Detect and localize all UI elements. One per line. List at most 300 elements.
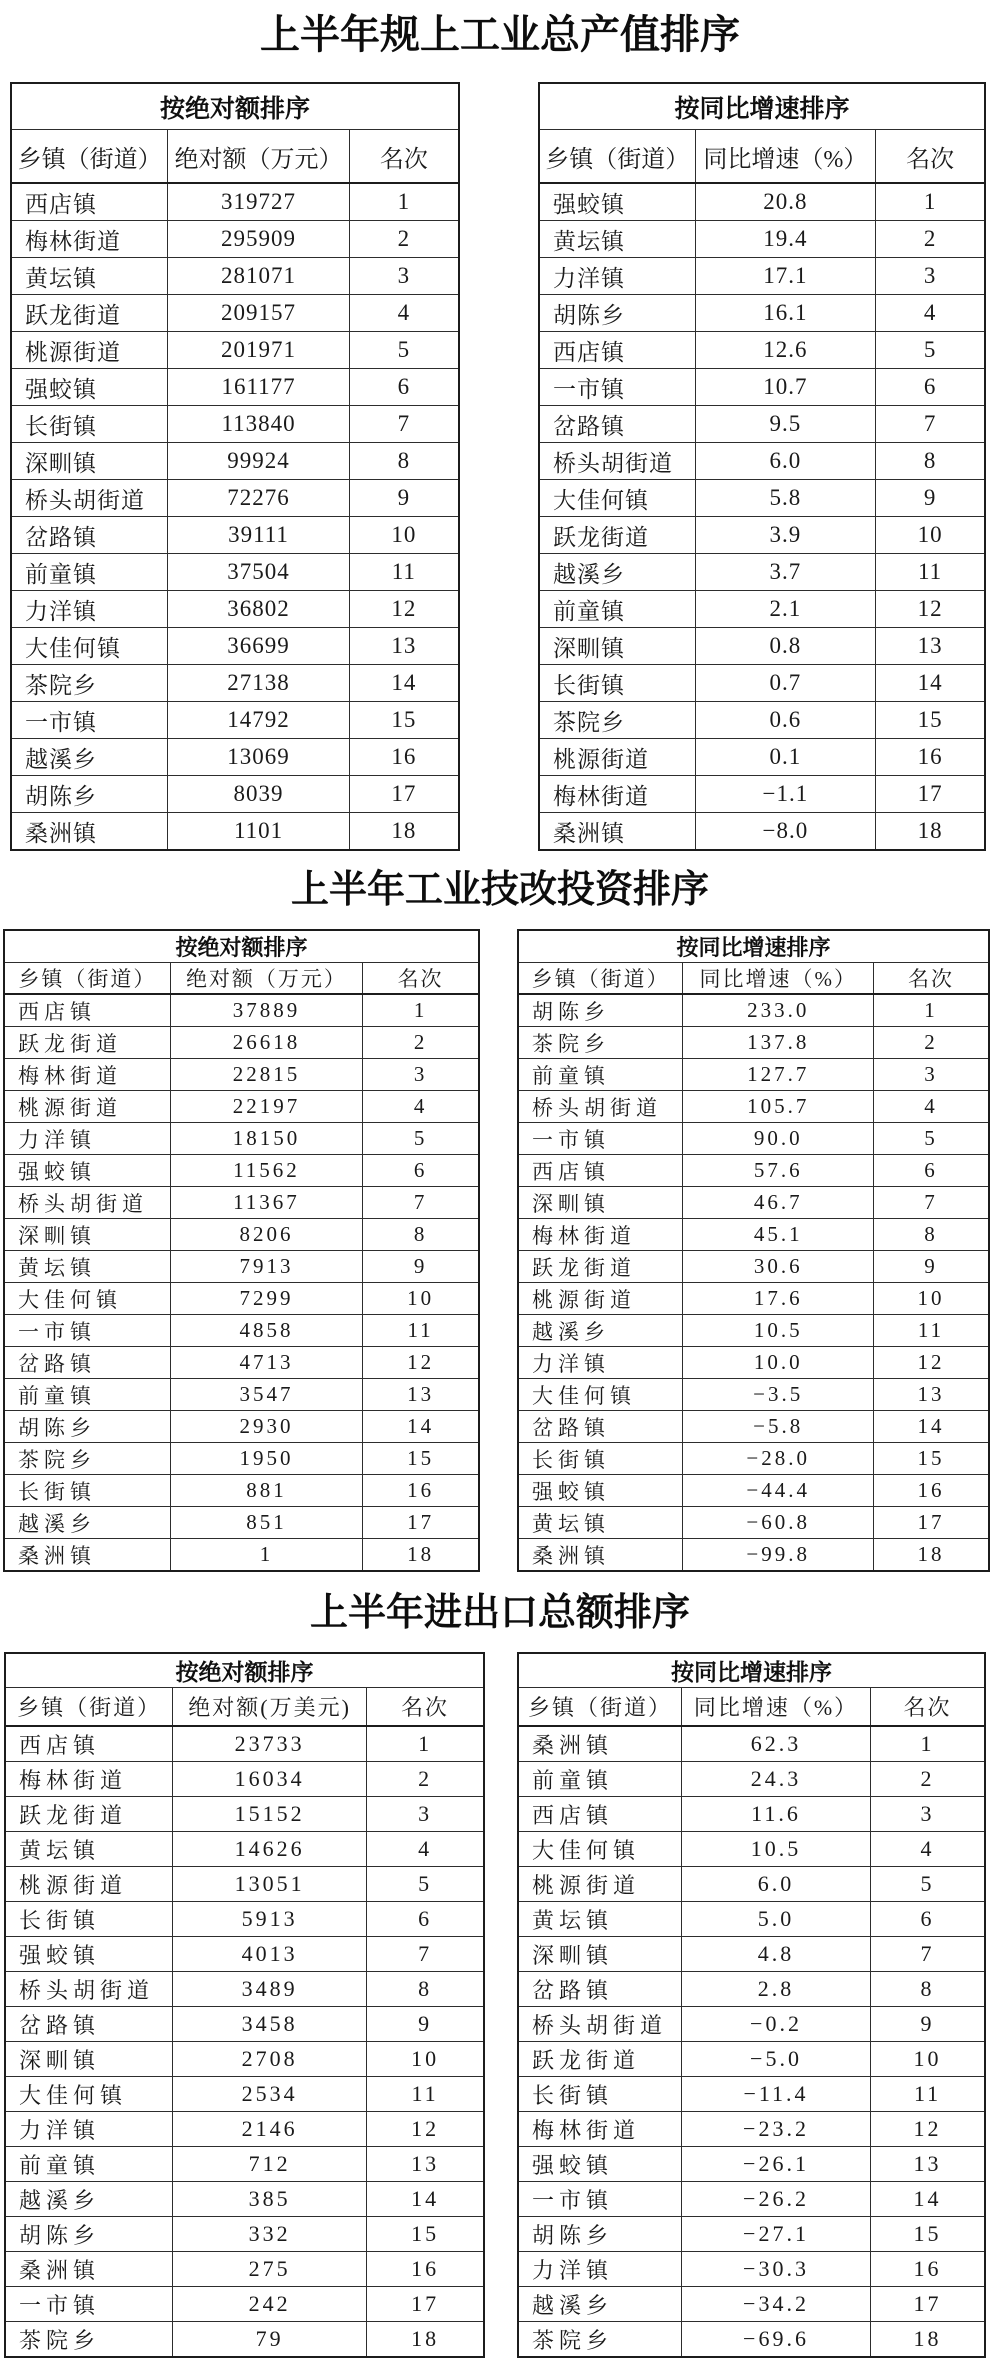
table-row xyxy=(518,2287,985,2322)
value-cell: 16.1 xyxy=(695,295,876,332)
group-header: 按绝对额排序 xyxy=(5,1653,484,1688)
town-cell: 桃源街道 xyxy=(539,739,695,776)
town-cell: 深甽镇 xyxy=(11,443,168,480)
rank-cell: 3 xyxy=(367,1797,484,1832)
rank-cell: 9 xyxy=(874,1251,989,1283)
value-cell: 275 xyxy=(173,2252,367,2287)
town-cell: 强蛟镇 xyxy=(11,369,168,406)
rank-cell: 17 xyxy=(349,776,459,813)
value-cell: 161177 xyxy=(168,369,349,406)
value-cell: 19.4 xyxy=(695,221,876,258)
town-cell: 一市镇 xyxy=(11,702,168,739)
value-cell: 18150 xyxy=(170,1123,362,1155)
town-cell: 跃龙街道 xyxy=(518,1251,683,1283)
value-cell: 14626 xyxy=(173,1832,367,1867)
group-header: 按绝对额排序 xyxy=(11,83,459,130)
town-cell: 岔路镇 xyxy=(5,2007,173,2042)
table-body xyxy=(11,183,459,850)
table-row xyxy=(539,258,985,295)
rank-cell: 10 xyxy=(363,1283,479,1315)
table-row xyxy=(11,739,459,776)
town-cell: 桑洲镇 xyxy=(539,813,695,851)
value-cell: 10.0 xyxy=(683,1347,874,1379)
table-row xyxy=(4,994,479,1027)
value-cell: 79 xyxy=(173,2322,367,2358)
table-row xyxy=(4,1283,479,1315)
town-cell: 越溪乡 xyxy=(5,2182,173,2217)
rank-cell: 4 xyxy=(367,1832,484,1867)
value-cell: 5913 xyxy=(173,1902,367,1937)
value-cell: 22197 xyxy=(170,1091,362,1123)
rank-cell: 3 xyxy=(349,258,459,295)
table-row xyxy=(11,813,459,851)
table-row xyxy=(539,739,985,776)
rank-cell: 7 xyxy=(871,1937,985,1972)
rank-table-import-export-right xyxy=(517,1652,986,2358)
rank-cell: 9 xyxy=(367,2007,484,2042)
table-row xyxy=(518,1251,989,1283)
town-cell: 一市镇 xyxy=(5,2287,173,2322)
table-row xyxy=(5,2042,484,2077)
rank-cell: 11 xyxy=(874,1315,989,1347)
table-row xyxy=(518,2252,985,2287)
table-row xyxy=(11,406,459,443)
rank-cell: 6 xyxy=(876,369,985,406)
rank-cell: 7 xyxy=(874,1187,989,1219)
rank-cell: 13 xyxy=(871,2147,985,2182)
town-cell: 深甽镇 xyxy=(518,1937,681,1972)
town-cell: 前童镇 xyxy=(539,591,695,628)
table-row xyxy=(539,776,985,813)
rank-cell: 16 xyxy=(874,1475,989,1507)
town-cell: 胡陈乡 xyxy=(4,1411,170,1443)
town-cell: 桑洲镇 xyxy=(5,2252,173,2287)
rank-cell: 5 xyxy=(367,1867,484,1902)
value-cell: 113840 xyxy=(168,406,349,443)
rank-cell: 2 xyxy=(349,221,459,258)
table-row xyxy=(539,480,985,517)
town-cell: 黄坛镇 xyxy=(539,221,695,258)
table-row xyxy=(518,1762,985,1797)
value-cell: 851 xyxy=(170,1507,362,1539)
value-cell: −69.6 xyxy=(681,2322,870,2358)
value-cell: 712 xyxy=(173,2147,367,2182)
table-row xyxy=(4,1219,479,1251)
rank-cell: 16 xyxy=(871,2252,985,2287)
value-cell: −3.5 xyxy=(683,1379,874,1411)
column-header-row xyxy=(5,1688,484,1727)
value-cell: 11367 xyxy=(170,1187,362,1219)
town-cell: 西店镇 xyxy=(539,332,695,369)
value-cell: −60.8 xyxy=(683,1507,874,1539)
town-cell: 梅林街道 xyxy=(518,2112,681,2147)
rank-cell: 2 xyxy=(874,1027,989,1059)
value-cell: 8206 xyxy=(170,1219,362,1251)
value-cell: 57.6 xyxy=(683,1155,874,1187)
rank-cell: 16 xyxy=(367,2252,484,2287)
table-row xyxy=(5,1972,484,2007)
value-cell: 5.0 xyxy=(681,1902,870,1937)
value-cell: 13069 xyxy=(168,739,349,776)
table-row xyxy=(518,2112,985,2147)
rank-cell: 9 xyxy=(349,480,459,517)
rank-cell: 7 xyxy=(367,1937,484,1972)
rank-cell: 12 xyxy=(876,591,985,628)
section-title: 上半年进出口总额排序 xyxy=(309,1592,690,1634)
town-cell: 长街镇 xyxy=(539,665,695,702)
rank-cell: 13 xyxy=(349,628,459,665)
table-row xyxy=(4,1347,479,1379)
rank-cell: 1 xyxy=(876,183,985,221)
rank-cell: 4 xyxy=(363,1091,479,1123)
table-row xyxy=(539,369,985,406)
rank-cell: 15 xyxy=(871,2217,985,2252)
table-row xyxy=(11,221,459,258)
rank-cell: 3 xyxy=(876,258,985,295)
value-cell: 209157 xyxy=(168,295,349,332)
town-cell: 跃龙街道 xyxy=(5,1797,173,1832)
table-row xyxy=(11,480,459,517)
town-cell: 强蛟镇 xyxy=(518,2147,681,2182)
table-row xyxy=(5,2322,484,2358)
town-cell: 深甽镇 xyxy=(5,2042,173,2077)
table-row xyxy=(11,295,459,332)
column-header-rank: 名次 xyxy=(349,130,459,184)
town-cell: 桃源街道 xyxy=(4,1091,170,1123)
value-cell: 6.0 xyxy=(695,443,876,480)
table-row xyxy=(4,1091,479,1123)
rank-cell: 10 xyxy=(876,517,985,554)
value-cell: 1101 xyxy=(168,813,349,851)
table-row xyxy=(4,1027,479,1059)
table-row xyxy=(5,1832,484,1867)
rank-cell: 12 xyxy=(367,2112,484,2147)
column-header-value: 绝对额（万元） xyxy=(168,130,349,184)
table-row xyxy=(518,1315,989,1347)
value-cell: 26618 xyxy=(170,1027,362,1059)
rank-cell: 5 xyxy=(874,1123,989,1155)
value-cell: 137.8 xyxy=(683,1027,874,1059)
group-header: 按同比增速排序 xyxy=(539,83,985,130)
rank-cell: 14 xyxy=(874,1411,989,1443)
report-section-tech-upgrade-investment xyxy=(0,867,1000,1572)
value-cell: −34.2 xyxy=(681,2287,870,2322)
value-cell: 9.5 xyxy=(695,406,876,443)
value-cell: 2708 xyxy=(173,2042,367,2077)
table-row xyxy=(11,258,459,295)
table-row xyxy=(4,1379,479,1411)
value-cell: 72276 xyxy=(168,480,349,517)
town-cell: 胡陈乡 xyxy=(518,994,683,1027)
town-cell: 桑洲镇 xyxy=(4,1539,170,1572)
rank-cell: 3 xyxy=(874,1059,989,1091)
rank-cell: 8 xyxy=(349,443,459,480)
table-row xyxy=(5,1797,484,1832)
table-row xyxy=(5,1762,484,1797)
town-cell: 梅林街道 xyxy=(518,1219,683,1251)
town-cell: 强蛟镇 xyxy=(4,1155,170,1187)
value-cell: −23.2 xyxy=(681,2112,870,2147)
column-header-town: 乡镇（街道） xyxy=(518,963,683,995)
column-header-rank: 名次 xyxy=(363,963,479,995)
table-row xyxy=(11,702,459,739)
table-row xyxy=(11,369,459,406)
rank-cell: 5 xyxy=(349,332,459,369)
town-cell: 桥头胡街道 xyxy=(11,480,168,517)
value-cell: 2.8 xyxy=(681,1972,870,2007)
table-row xyxy=(539,406,985,443)
table-row xyxy=(4,1251,479,1283)
value-cell: −30.3 xyxy=(681,2252,870,2287)
town-cell: 前童镇 xyxy=(518,1059,683,1091)
rank-cell: 1 xyxy=(363,994,479,1027)
table-row xyxy=(518,1902,985,1937)
table-row xyxy=(518,1443,989,1475)
town-cell: 长街镇 xyxy=(11,406,168,443)
town-cell: 黄坛镇 xyxy=(4,1251,170,1283)
value-cell: 3458 xyxy=(173,2007,367,2042)
table-row xyxy=(518,1726,985,1762)
rank-table-import-export-left xyxy=(4,1652,485,2358)
value-cell: −44.4 xyxy=(683,1475,874,1507)
value-cell: 295909 xyxy=(168,221,349,258)
value-cell: 0.7 xyxy=(695,665,876,702)
table-row xyxy=(4,1123,479,1155)
rank-cell: 9 xyxy=(363,1251,479,1283)
town-cell: 深甽镇 xyxy=(4,1219,170,1251)
rank-cell: 15 xyxy=(349,702,459,739)
value-cell: 1 xyxy=(170,1539,362,1572)
town-cell: 跃龙街道 xyxy=(518,2042,681,2077)
rank-cell: 6 xyxy=(367,1902,484,1937)
value-cell: 4713 xyxy=(170,1347,362,1379)
group-header-row xyxy=(518,930,989,963)
town-cell: 桑洲镇 xyxy=(11,813,168,851)
table-row xyxy=(11,332,459,369)
town-cell: 强蛟镇 xyxy=(539,183,695,221)
column-header-value: 同比增速（%） xyxy=(681,1688,870,1727)
table-row xyxy=(5,2007,484,2042)
rank-cell: 1 xyxy=(871,1726,985,1762)
rank-table-tech-upgrade-investment-right xyxy=(517,929,990,1572)
table-row xyxy=(4,1155,479,1187)
town-cell: 桥头胡街道 xyxy=(4,1187,170,1219)
rank-cell: 7 xyxy=(349,406,459,443)
rank-cell: 2 xyxy=(871,1762,985,1797)
value-cell: 24.3 xyxy=(681,1762,870,1797)
value-cell: 37504 xyxy=(168,554,349,591)
value-cell: 2.1 xyxy=(695,591,876,628)
value-cell: 62.3 xyxy=(681,1726,870,1762)
rank-cell: 4 xyxy=(871,1832,985,1867)
column-header-town: 乡镇（街道） xyxy=(539,130,695,184)
value-cell: 385 xyxy=(173,2182,367,2217)
rank-cell: 12 xyxy=(871,2112,985,2147)
town-cell: 一市镇 xyxy=(4,1315,170,1347)
rank-cell: 8 xyxy=(871,1972,985,2007)
rank-cell: 9 xyxy=(871,2007,985,2042)
town-cell: 深甽镇 xyxy=(539,628,695,665)
table-row xyxy=(11,591,459,628)
table-row xyxy=(11,517,459,554)
table-row xyxy=(5,1902,484,1937)
rank-cell: 2 xyxy=(876,221,985,258)
table-row xyxy=(4,1539,479,1572)
table-row xyxy=(518,2217,985,2252)
town-cell: 西店镇 xyxy=(4,994,170,1027)
table-row xyxy=(5,2112,484,2147)
rank-cell: 8 xyxy=(363,1219,479,1251)
value-cell: 2534 xyxy=(173,2077,367,2112)
rank-cell: 2 xyxy=(363,1027,479,1059)
town-cell: 力洋镇 xyxy=(5,2112,173,2147)
value-cell: 36699 xyxy=(168,628,349,665)
town-cell: 黄坛镇 xyxy=(11,258,168,295)
value-cell: 3.9 xyxy=(695,517,876,554)
rank-cell: 15 xyxy=(367,2217,484,2252)
value-cell: 39111 xyxy=(168,517,349,554)
table-row xyxy=(518,1123,989,1155)
rank-cell: 18 xyxy=(871,2322,985,2358)
town-cell: 前童镇 xyxy=(11,554,168,591)
value-cell: 5.8 xyxy=(695,480,876,517)
value-cell: 23733 xyxy=(173,1726,367,1762)
value-cell: 281071 xyxy=(168,258,349,295)
column-header-row xyxy=(4,963,479,995)
document xyxy=(0,10,1000,2358)
value-cell: 10.5 xyxy=(681,1832,870,1867)
rank-cell: 10 xyxy=(874,1283,989,1315)
rank-cell: 11 xyxy=(349,554,459,591)
rank-cell: 7 xyxy=(363,1187,479,1219)
table-row xyxy=(518,1867,985,1902)
value-cell: 16034 xyxy=(173,1762,367,1797)
rank-table-tech-upgrade-investment-left xyxy=(3,929,480,1572)
column-header-town: 乡镇（街道） xyxy=(11,130,168,184)
value-cell: 319727 xyxy=(168,183,349,221)
value-cell: −26.1 xyxy=(681,2147,870,2182)
table-row xyxy=(518,1972,985,2007)
table-row xyxy=(518,994,989,1027)
table-row xyxy=(518,1379,989,1411)
table-row xyxy=(5,2287,484,2322)
town-cell: 前童镇 xyxy=(5,2147,173,2182)
group-header-row xyxy=(4,930,479,963)
town-cell: 茶院乡 xyxy=(4,1443,170,1475)
table-row xyxy=(5,2077,484,2112)
rank-cell: 8 xyxy=(367,1972,484,2007)
town-cell: 越溪乡 xyxy=(4,1507,170,1539)
value-cell: 201971 xyxy=(168,332,349,369)
town-cell: 大佳何镇 xyxy=(518,1832,681,1867)
table-row xyxy=(518,2182,985,2217)
table-row xyxy=(539,813,985,851)
rank-cell: 16 xyxy=(363,1475,479,1507)
rank-cell: 5 xyxy=(871,1867,985,1902)
table-row xyxy=(539,332,985,369)
town-cell: 胡陈乡 xyxy=(5,2217,173,2252)
town-cell: 力洋镇 xyxy=(518,1347,683,1379)
value-cell: 4858 xyxy=(170,1315,362,1347)
value-cell: 332 xyxy=(173,2217,367,2252)
value-cell: 99924 xyxy=(168,443,349,480)
rank-cell: 5 xyxy=(876,332,985,369)
value-cell: −26.2 xyxy=(681,2182,870,2217)
town-cell: 黄坛镇 xyxy=(5,1832,173,1867)
table-row xyxy=(5,1726,484,1762)
town-cell: 桃源街道 xyxy=(5,1867,173,1902)
table-row xyxy=(539,221,985,258)
column-header-rank: 名次 xyxy=(871,1688,985,1727)
rank-cell: 6 xyxy=(871,1902,985,1937)
rank-cell: 17 xyxy=(367,2287,484,2322)
table-row xyxy=(539,443,985,480)
table-row xyxy=(5,2147,484,2182)
value-cell: 46.7 xyxy=(683,1187,874,1219)
table-row xyxy=(518,2147,985,2182)
table-row xyxy=(518,1283,989,1315)
value-cell: 27138 xyxy=(168,665,349,702)
value-cell: −1.1 xyxy=(695,776,876,813)
rank-cell: 7 xyxy=(876,406,985,443)
table-row xyxy=(5,1867,484,1902)
table-row xyxy=(518,1219,989,1251)
town-cell: 黄坛镇 xyxy=(518,1902,681,1937)
rank-cell: 16 xyxy=(876,739,985,776)
value-cell: 11562 xyxy=(170,1155,362,1187)
table-row xyxy=(518,1059,989,1091)
town-cell: 西店镇 xyxy=(518,1797,681,1832)
rank-cell: 12 xyxy=(363,1347,479,1379)
value-cell: 105.7 xyxy=(683,1091,874,1123)
column-header-rank: 名次 xyxy=(367,1688,484,1727)
town-cell: 大佳何镇 xyxy=(11,628,168,665)
rank-cell: 1 xyxy=(367,1726,484,1762)
table-body xyxy=(5,1726,484,2357)
rank-cell: 10 xyxy=(871,2042,985,2077)
town-cell: 岔路镇 xyxy=(518,1411,683,1443)
value-cell: 1950 xyxy=(170,1443,362,1475)
town-cell: 梅林街道 xyxy=(539,776,695,813)
value-cell: −5.8 xyxy=(683,1411,874,1443)
value-cell: 8039 xyxy=(168,776,349,813)
rank-cell: 5 xyxy=(363,1123,479,1155)
town-cell: 越溪乡 xyxy=(518,1315,683,1347)
table-row xyxy=(5,2217,484,2252)
rank-cell: 18 xyxy=(349,813,459,851)
value-cell: −27.1 xyxy=(681,2217,870,2252)
value-cell: 4013 xyxy=(173,1937,367,1972)
rank-cell: 17 xyxy=(876,776,985,813)
value-cell: 10.5 xyxy=(683,1315,874,1347)
value-cell: 22815 xyxy=(170,1059,362,1091)
table-row xyxy=(11,665,459,702)
value-cell: 17.1 xyxy=(695,258,876,295)
value-cell: −8.0 xyxy=(695,813,876,851)
table-row xyxy=(518,1027,989,1059)
rank-cell: 17 xyxy=(871,2287,985,2322)
table-body xyxy=(518,994,989,1571)
rank-cell: 13 xyxy=(874,1379,989,1411)
group-header-row xyxy=(11,83,459,130)
town-cell: 桥头胡街道 xyxy=(5,1972,173,2007)
rank-cell: 14 xyxy=(349,665,459,702)
town-cell: 桑洲镇 xyxy=(518,1539,683,1572)
town-cell: 岔路镇 xyxy=(4,1347,170,1379)
table-row xyxy=(518,2322,985,2358)
rank-cell: 11 xyxy=(363,1315,479,1347)
group-header: 按同比增速排序 xyxy=(518,930,989,963)
